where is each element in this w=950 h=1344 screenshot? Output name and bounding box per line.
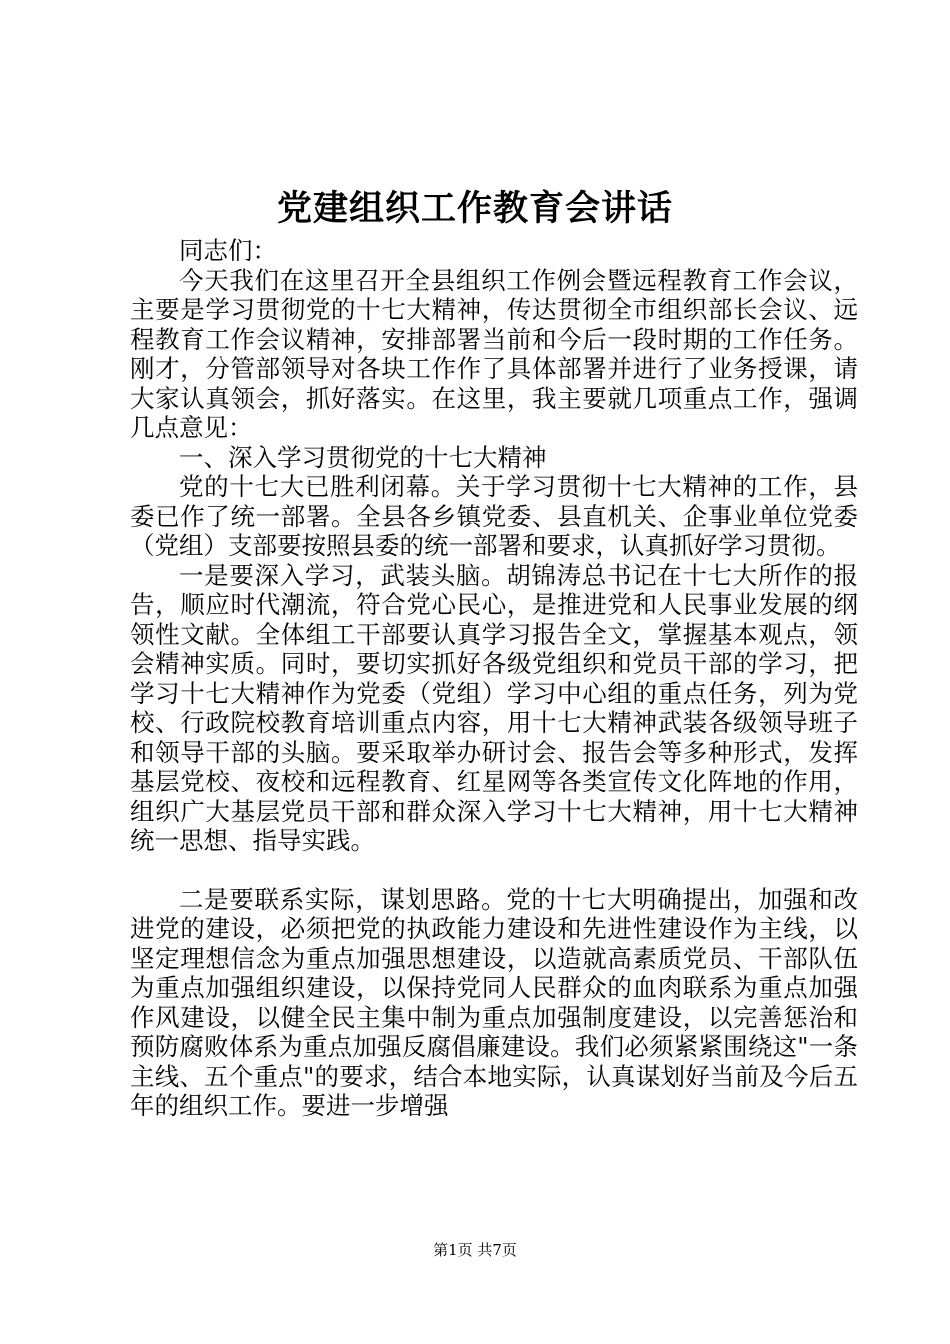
- salutation-paragraph: 同志们：: [179, 236, 277, 265]
- section-heading: 一、深入学习贯彻党的十七大精神: [179, 442, 547, 472]
- page-number-footer: 第1页 共7页: [433, 1241, 517, 1259]
- document-title: 党建组织工作教育会讲话: [276, 188, 673, 229]
- document-body: [130, 236, 858, 1121]
- intro-paragraph: 今天我们在这里召开全县组织工作例会暨远程教育工作会议，主要是学习贯彻党的十七大精神，传达贯彻全市组织部长会议、远程教育工作会议精神，安排部署当前和今后一段时期的工作任务。刚才，分管部领导对各块工作作了具体部署并进行了业务授课，请大家认真领会，抓好落实。在这里，我主要就几项重点工作，强调几点意见：: [130, 265, 858, 442]
- body-paragraph: 党的十七大已胜利闭幕。关于学习贯彻十七大精神的工作，县委已作了统一部署。全县各乡镇党委、县直机关、企事业单位党委（党组）支部要按照县委的统一部署和要求，认真抓好学习贯彻。: [130, 472, 858, 560]
- body-paragraph: 二是要联系实际，谋划思路。党的十七大明确提出，加强和改进党的建设，必须把党的执政能力建设和先进性建设作为主线，以坚定理想信念为重点加强思想建设，以造就高素质党员、干部队伍为重点加强组织建设，以保持党同人民群众的血肉联系为重点加强作风建设，以健全民主集中制为重点加强制度建设，以完善惩治和预防腐败体系为重点加强反腐倡廉建设。我们必须紧紧围绕这"一条主线、五个重点"的要求，结合本地实际，认真谋划好当前及今后五年的组织工作。要进一步增强: [130, 884, 858, 1120]
- body-paragraph: 一是要深入学习，武装头脑。胡锦涛总书记在十七大所作的报告，顺应时代潮流，符合党心民心，是推进党和人民事业发展的纲领性文献。全体组工干部要认真学习报告全文，掌握基本观点，领会精神实质。同时，要切实抓好各级党组织和党员干部的学习，把学习十七大精神作为党委（党组）学习中心组的重点任务，列为党校、行政院校教育培训重点内容，用十七大精神武装各级领导班子和领导干部的头脑。要采取举办研讨会、报告会等多种形式，发挥基层党校、夜校和远程教育、红星网等各类宣传文化阵地的作用，组织广大基层党员干部和群众深入学习十七大精神，用十七大精神统一思想、指导实践。: [130, 560, 858, 855]
